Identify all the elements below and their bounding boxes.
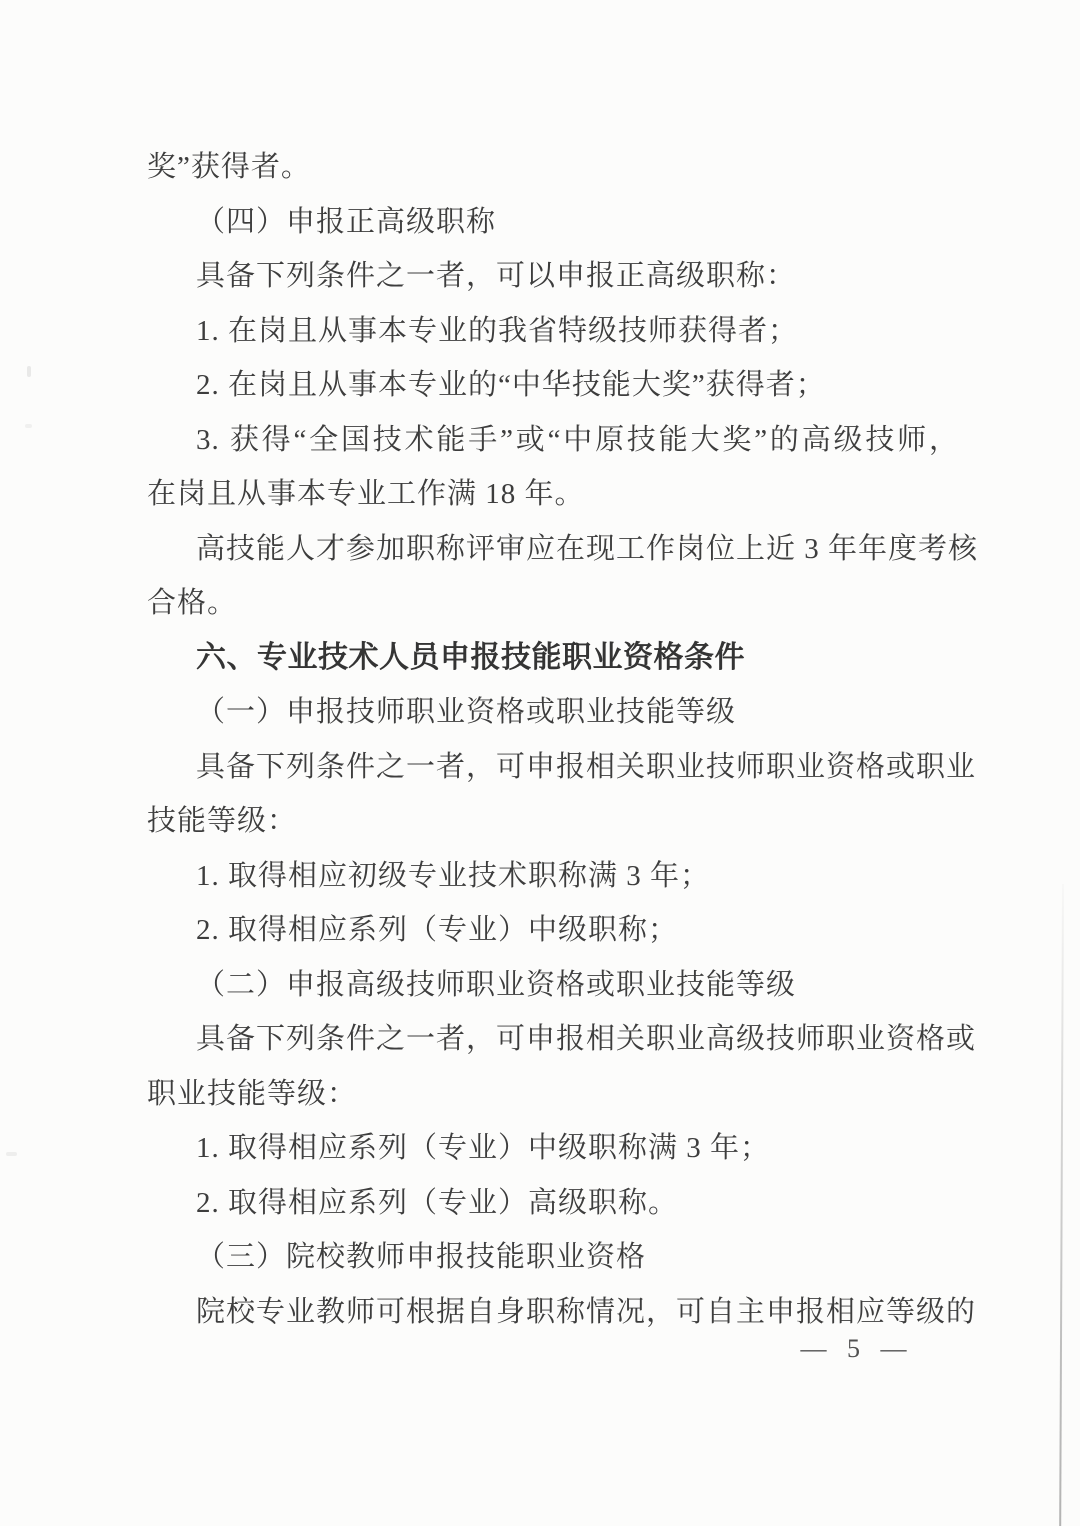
- document-line: 3. 获得“全国技术能手”或“中原技能大奖”的高级技师，: [196, 423, 959, 456]
- document-line: 2. 在岗且从事本专业的“中华技能大奖”获得者；: [196, 369, 826, 401]
- document-line: 奖”获得者。: [147, 151, 311, 183]
- document-line: 技能等级：: [147, 805, 298, 837]
- document-line: 1. 取得相应初级专业技术职称满 3 年；: [196, 859, 711, 892]
- document-line: 2. 取得相应系列（专业）高级职称。: [196, 1186, 679, 1219]
- scan-artifact-speck: [27, 366, 31, 377]
- document-line: 1. 在岗且从事本专业的我省特级技师获得者；: [196, 314, 799, 347]
- document-line: （三）院校教师申报技能职业资格: [196, 1241, 647, 1273]
- document-line: 具备下列条件之一者，可申报相关职业高级技师职业资格或: [196, 1023, 977, 1055]
- document-line: 合格。: [147, 587, 238, 619]
- document-line: 1. 取得相应系列（专业）中级职称满 3 年；: [196, 1132, 771, 1164]
- document-line: 具备下列条件之一者，可以申报正高级职称：: [196, 260, 797, 292]
- document-line: 职业技能等级：: [147, 1077, 358, 1110]
- scan-artifact-edge-line: [1059, 884, 1064, 1526]
- document-line: （一）申报技师职业资格或职业技能等级: [196, 696, 737, 728]
- document-line: 2. 取得相应系列（专业）中级职称；: [196, 914, 679, 946]
- document-line: 在岗且从事本专业工作满 18 年。: [147, 478, 585, 510]
- document-line: 具备下列条件之一者，可申报相关职业技师职业资格或职业: [196, 750, 977, 783]
- section-heading: 六、专业技术人员申报技能职业资格条件: [196, 640, 745, 674]
- scan-artifact-speck: [25, 424, 32, 428]
- document-line: （二）申报高级技师职业资格或职业技能等级: [196, 968, 797, 1001]
- document-line: （四）申报正高级职称: [196, 205, 497, 238]
- document-line: 高技能人才参加职称评审应在现工作岗位上近 3 年年度考核: [196, 532, 979, 565]
- document-text-block: [147, 140, 979, 1339]
- scan-artifact-speck: [6, 1152, 17, 1156]
- document-line: 院校专业教师可根据自身职称情况，可自主申报相应等级的: [196, 1295, 977, 1328]
- page-number: — 5 —: [800, 1334, 914, 1363]
